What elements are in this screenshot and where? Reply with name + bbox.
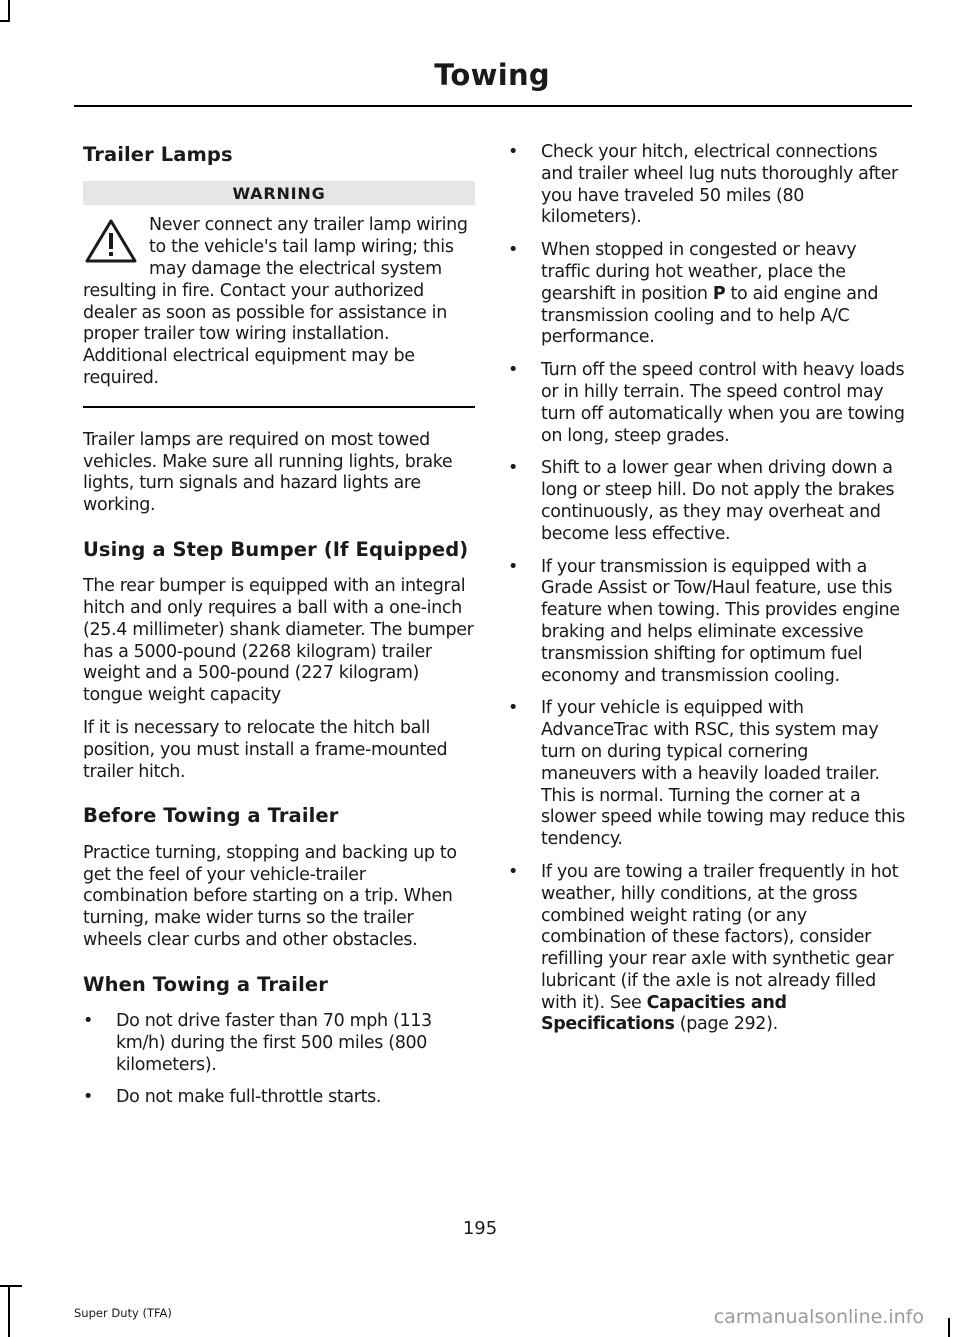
step-bumper-paragraph-1: The rear bumper is equipped with an integral hitch and only requires a ball with a one-inch (25.4 millimeter) shank diameter. The bumper has a 5000-pound (2268 kilogram) trailer weight and a 500-pound (227 kilogram) tongue weight capacity xyxy=(83,576,474,706)
list-item-text: to aid engine and transmission cooling and to help A/C performance. xyxy=(541,283,879,348)
left-column xyxy=(83,142,475,1120)
bullet: • xyxy=(508,240,518,261)
bullet: • xyxy=(508,698,518,719)
bullet: • xyxy=(508,360,518,381)
trailer-lamps-heading: Trailer Lamps xyxy=(83,143,233,166)
crop-mark-bottom-left-h xyxy=(0,1285,22,1287)
list-item-text: If your vehicle is equipped with AdvanceTrac with RSC, this system may turn on during typical cornering maneuvers with a heavily loaded trailer. This is normal. Turning the corner at a slower speed while towing may reduce this tendency. xyxy=(541,698,905,850)
page-title: Towing xyxy=(434,58,550,92)
list-item-text: If your transmission is equipped with a Grade Assist or Tow/Haul feature, use this feature when towing. This provides engine braking and helps eliminate excessive transmission shifting for optimum fuel economy and transmission cooling. xyxy=(541,556,900,686)
list-item xyxy=(83,1011,475,1076)
list-item xyxy=(508,698,908,851)
warning-triangle-icon xyxy=(83,217,143,265)
warning-label: WARNING xyxy=(83,181,475,205)
list-item xyxy=(508,557,908,688)
list-item xyxy=(508,862,908,1036)
bullet: • xyxy=(508,861,518,882)
bullet: • xyxy=(83,1011,93,1032)
list-item xyxy=(508,458,908,545)
trailer-lamps-paragraph: Trailer lamps are required on most towed vehicles. Make sure all running lights, brake lights, turn signals and hazard lights are working. xyxy=(83,429,453,516)
bullet: • xyxy=(508,458,518,479)
warning-divider xyxy=(83,406,475,408)
before-towing-heading: Before Towing a Trailer xyxy=(83,804,339,828)
header-divider xyxy=(74,105,912,107)
list-item-text: Turn off the speed control with heavy loads or in hilly terrain. The speed control may turn off automatically when you are towing on long, steep grades. xyxy=(541,360,905,446)
list-item-text: When stopped in congested or heavy traffic during hot weather, place the gearshift in position xyxy=(541,240,857,304)
bullet: • xyxy=(508,142,518,162)
warning-text: Never connect any trailer lamp wiring to the vehicle's tail lamp wiring; this may damage the electrical system resulting in fire. Contact your authorized dealer as soon as possible for assistance in proper trailer tow wiring installation. Additional electrical equipment may be required. xyxy=(83,215,468,388)
step-bumper-paragraph-2: If it is necessary to relocate the hitch ball position, you must install a frame-mounted trailer hitch. xyxy=(83,718,448,782)
crop-mark-bottom-left-v xyxy=(8,1285,10,1337)
list-item-text: Do not make full-throttle starts. xyxy=(116,1087,382,1108)
bullet: • xyxy=(83,1087,93,1108)
step-bumper-heading: Using a Step Bumper (If Equipped) xyxy=(83,537,469,561)
gear-position-p: P xyxy=(712,283,726,304)
before-towing-paragraph: Practice turning, stopping and backing up to get the feel of your vehicle-trailer combination before starting on a trip. When turning, make wider turns so the trailer wheels clear curbs and other obstacles. xyxy=(83,842,457,950)
list-item-text: (page 292). xyxy=(674,1014,778,1035)
list-item-text: Check your hitch, electrical connections and trailer wheel lug nuts thoroughly after you have traveled 50 miles (80 kilometers). xyxy=(541,142,898,228)
crop-mark-top-left-v xyxy=(8,0,10,22)
capacities-link[interactable]: Capacities and Specifications xyxy=(541,992,787,1035)
bullet: • xyxy=(508,556,518,577)
right-column xyxy=(508,142,908,1047)
watermark: carmanualsonline.info xyxy=(713,1306,924,1328)
list-item-text: If you are towing a trailer frequently in hot weather, hilly conditions, at the gross combined weight rating (or any combination of these factors), consider refilling your rear axle with synthetic gear lubricant (if the axle is not already filled with it). See xyxy=(541,861,899,1013)
page-number: 195 xyxy=(462,1218,498,1239)
crop-mark-top-left-h xyxy=(0,20,10,22)
list-item xyxy=(508,142,908,229)
when-towing-list xyxy=(83,1011,475,1109)
crop-mark-bottom-right-v xyxy=(948,1318,950,1337)
list-item xyxy=(508,360,908,447)
list-item-text: Do not drive faster than 70 mph (113 km/h) during the first 500 miles (800 kilometers). xyxy=(116,1011,432,1075)
towing-tips-list xyxy=(508,142,908,1036)
when-towing-heading: When Towing a Trailer xyxy=(83,972,328,996)
list-item-text: Shift to a lower gear when driving down a long or steep hill. Do not apply the brakes continuously, as they may overheat and become less effective. xyxy=(541,458,895,544)
list-item xyxy=(508,240,908,349)
list-item xyxy=(83,1087,475,1109)
publication-name: Super Duty (TFA) xyxy=(74,1306,172,1320)
warning-box xyxy=(83,215,475,389)
